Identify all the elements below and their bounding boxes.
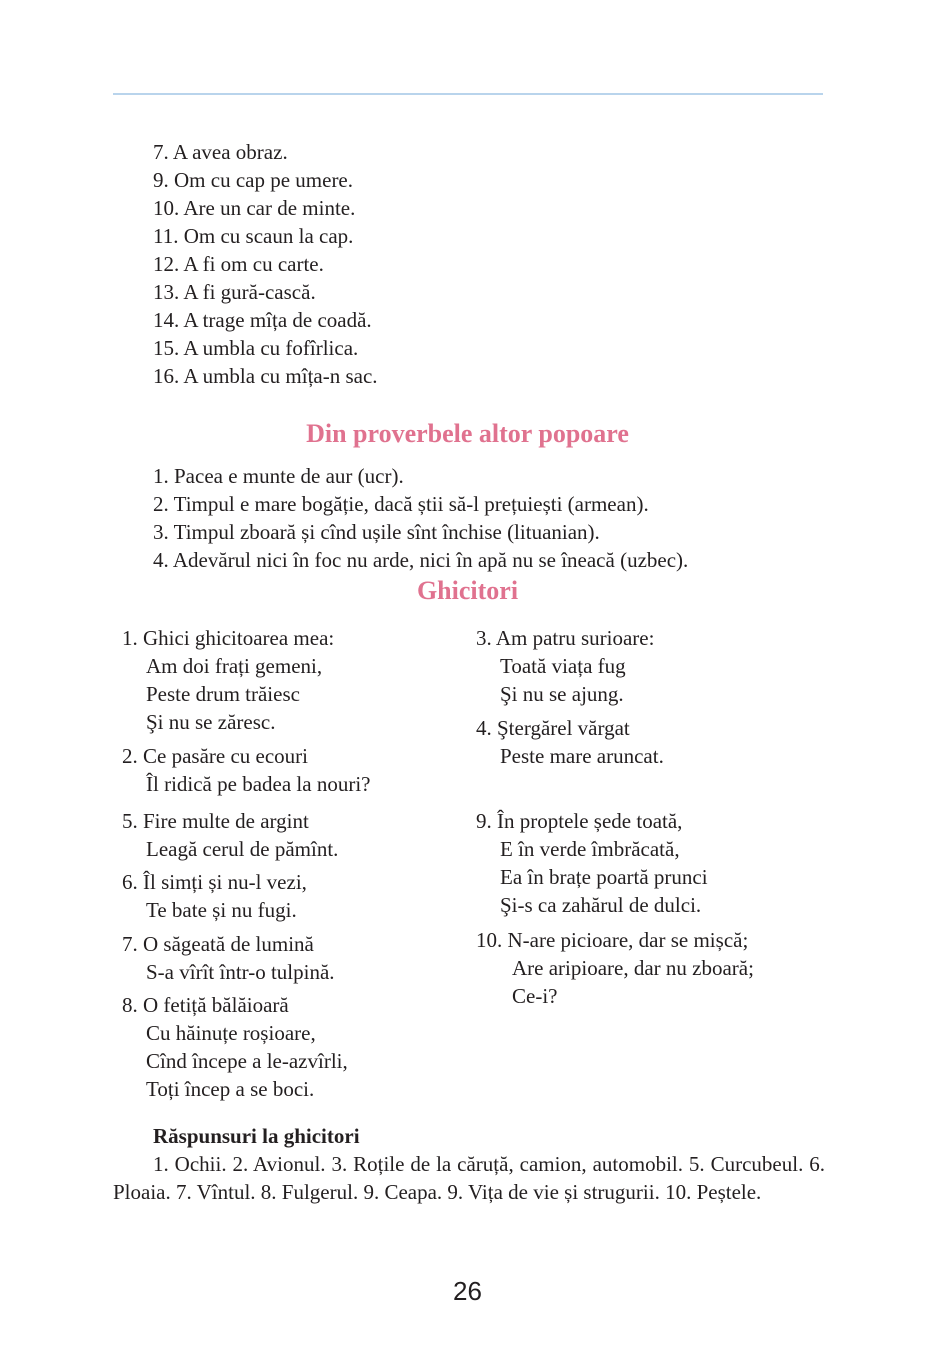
- list-item: 12. A fi om cu carte.: [153, 252, 324, 276]
- list-item: 4. Adevărul nici în foc nu arde, nici în apă nu se îneacă (uzbec).: [153, 548, 689, 572]
- proverbs-heading: Din proverbele altor popoare: [306, 419, 629, 448]
- list-item: 13. A fi gură-cască.: [153, 280, 316, 304]
- riddle-line: E în verde îmbrăcată,: [500, 837, 680, 861]
- riddle-line: Ce-i?: [512, 984, 558, 1008]
- riddle-line: 8. O fetiță bălăioară: [122, 993, 289, 1017]
- riddle-line: 7. O săgeată de lumină: [122, 932, 314, 956]
- riddle-line: 5. Fire multe de argint: [122, 809, 309, 833]
- list-item: 16. A umbla cu mîța-n sac.: [153, 364, 378, 388]
- answers-paragraph: 1. Ochii. 2. Avionul. 3. Roțile de la căruță, camion, automobil. 5. Curcubeul. 6. Ploaia. 7. Vîntul. 8. Fulgerul. 9. Ceapa. 9. Vița de vie și strugurii. 10. Peștele.: [113, 1152, 825, 1204]
- riddle-line: 9. În proptele șede toată,: [476, 809, 683, 833]
- riddle-line: Ea în brațe poartă prunci: [500, 865, 708, 889]
- riddle-2: [122, 742, 370, 798]
- riddle-3: [476, 624, 654, 708]
- riddle-line: 4. Ştergărel vărgat: [476, 716, 630, 740]
- riddle-line: 1. Ghici ghicitoarea mea:: [122, 626, 335, 650]
- riddle-line: Cînd începe a le-azvîrli,: [146, 1049, 348, 1073]
- riddle-9: [476, 807, 708, 919]
- list-item: 14. A trage mîța de coadă.: [153, 308, 372, 332]
- riddle-line: Cu hăinuțe roșioare,: [146, 1021, 316, 1045]
- riddle-8: [122, 991, 348, 1103]
- list-item: 11. Om cu scaun la cap.: [153, 224, 354, 248]
- expressions-list: [153, 138, 378, 390]
- riddle-1: [122, 624, 334, 736]
- list-item: 7. A avea obraz.: [153, 140, 288, 164]
- list-item: 9. Om cu cap pe umere.: [153, 168, 354, 192]
- riddle-line: 6. Îl simți și nu-l vezi,: [122, 870, 307, 894]
- riddle-line: 2. Ce pasăre cu ecouri: [122, 744, 308, 768]
- page-number: 26: [453, 1276, 482, 1306]
- top-divider: [113, 93, 823, 95]
- list-item: 15. A umbla cu fofîrlica.: [153, 336, 359, 360]
- answers-heading: Răspunsuri la ghicitori: [153, 1124, 360, 1148]
- riddle-4: [476, 714, 664, 770]
- riddle-7: [122, 930, 335, 986]
- riddles-heading: Ghicitori: [416, 576, 519, 605]
- riddle-line: Leagă cerul de pămînt.: [146, 837, 339, 861]
- list-item: 1. Pacea e munte de aur (ucr).: [153, 464, 404, 488]
- riddle-5: [122, 807, 338, 863]
- riddle-line: S-a vîrît într-o tulpină.: [146, 960, 335, 984]
- riddle-line: Peste drum trăiesc: [146, 682, 300, 706]
- riddle-line: Te bate și nu fugi.: [146, 898, 297, 922]
- list-item: 10. Are un car de minte.: [153, 196, 356, 220]
- riddle-line: Şi-s ca zahărul de dulci.: [500, 893, 702, 917]
- riddle-line: Şi nu se ajung.: [500, 682, 624, 706]
- riddle-line: 3. Am patru surioare:: [476, 626, 655, 650]
- riddle-line: Peste mare aruncat.: [500, 744, 664, 768]
- list-item: 2. Timpul e mare bogăție, dacă știi să-l prețuiești (armean).: [153, 492, 649, 516]
- riddle-line: Toți încep a se boci.: [146, 1077, 315, 1101]
- riddle-10: [476, 926, 754, 1010]
- riddle-6: [122, 868, 307, 924]
- riddle-line: Am doi frați gemeni,: [146, 654, 323, 678]
- riddle-line: Are aripioare, dar nu zboară;: [512, 956, 754, 980]
- riddle-line: Toată viața fug: [500, 654, 626, 678]
- proverbs-list: [153, 462, 688, 574]
- list-item: 3. Timpul zboară și cînd ușile sînt închise (lituanian).: [153, 520, 600, 544]
- riddle-line: 10. N-are picioare, dar se mișcă;: [476, 928, 749, 952]
- riddle-line: Îl ridică pe badea la nouri?: [146, 772, 371, 796]
- riddle-line: Şi nu se zăresc.: [146, 710, 276, 734]
